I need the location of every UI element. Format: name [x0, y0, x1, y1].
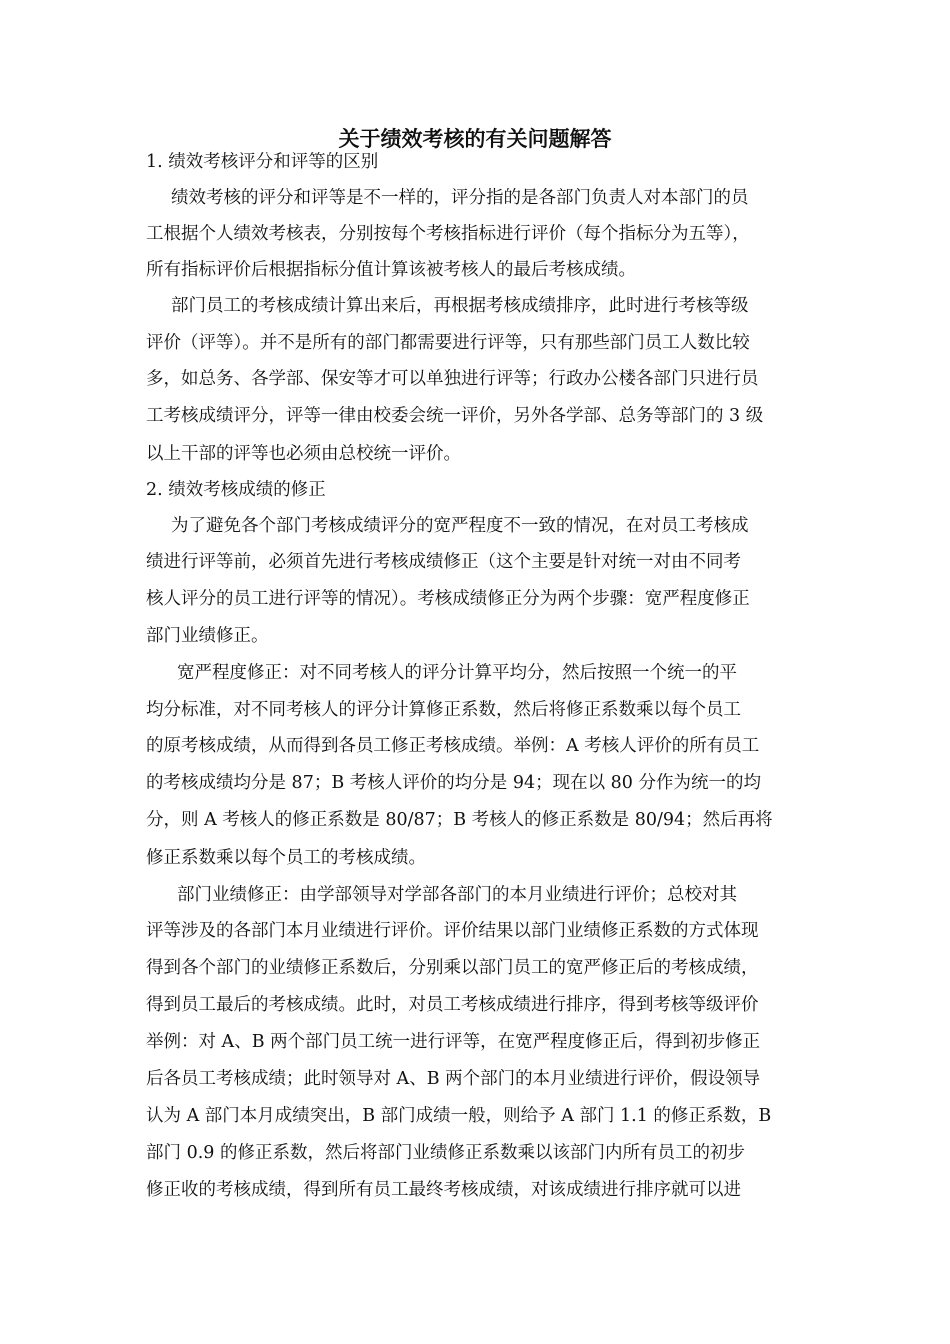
text-line: 工根据个人绩效考核表，分别按每个考核指标进行评价（每个指标分为五等），	[146, 224, 750, 244]
text-line: 部门业绩修正。	[146, 626, 269, 646]
text-line: 绩效考核的评分和评等是不一样的，评分指的是各部门负责人对本部门的员	[171, 188, 749, 208]
section-heading-1: 1. 绩效考核评分和评等的区别	[146, 152, 379, 172]
text-line: 的原考核成绩，从而得到各员工修正考核成绩。举例：A 考核人评价的所有员工	[146, 736, 760, 756]
document-title: 关于绩效考核的有关问题解答	[338, 126, 612, 151]
text-line: 后各员工考核成绩；此时领导对 A、B 两个部门的本月业绩进行评价，假设领导	[146, 1069, 761, 1089]
text-line: 部门业绩修正：由学部领导对学部各部门的本月业绩进行评价；总校对其	[177, 885, 737, 905]
text-line: 评价（评等）。并不是所有的部门都需要进行评等，只有那些部门员工人数比较	[146, 333, 750, 353]
text-line: 得到员工最后的考核成绩。此时，对员工考核成绩进行排序，得到考核等级评价	[146, 995, 759, 1015]
text-line: 部门员工的考核成绩计算出来后，再根据考核成绩排序，此时进行考核等级	[171, 296, 749, 316]
text-line: 得到各个部门的业绩修正系数后，分别乘以部门员工的宽严修正后的考核成绩，	[146, 958, 759, 978]
text-line: 所有指标评价后根据指标分值计算该被考核人的最后考核成绩。	[146, 260, 636, 280]
text-line: 绩进行评等前，必须首先进行考核成绩修正（这个主要是针对统一对由不同考	[146, 552, 741, 572]
text-line: 的考核成绩均分是 87；B 考核人评价的均分是 94；现在以 80 分作为统一的均	[146, 773, 761, 793]
text-line: 评等涉及的各部门本月业绩进行评价。评价结果以部门业绩修正系数的方式体现	[146, 921, 759, 941]
text-line: 举例：对 A、B 两个部门员工统一进行评等，在宽严程度修正后，得到初步修正	[146, 1032, 761, 1052]
section-heading-2: 2. 绩效考核成绩的修正	[146, 480, 326, 500]
text-line: 工考核成绩评分，评等一律由校委会统一评价，另外各学部、总务等部门的 3 级	[146, 406, 764, 426]
text-line: 部门 0.9 的修正系数，然后将部门业绩修正系数乘以该部门内所有员工的初步	[146, 1143, 745, 1163]
text-line: 多，如总务、各学部、保安等才可以单独进行评等；行政办公楼各部门只进行员	[146, 369, 759, 389]
text-line: 均分标准，对不同考核人的评分计算修正系数，然后将修正系数乘以每个员工	[146, 700, 741, 720]
text-line: 修正收的考核成绩，得到所有员工最终考核成绩，对该成绩进行排序就可以进	[146, 1180, 741, 1200]
text-line: 核人评分的员工进行评等的情况）。考核成绩修正分为两个步骤：宽严程度修正	[146, 589, 750, 609]
text-line: 为了避免各个部门考核成绩评分的宽严程度不一致的情况，在对员工考核成	[171, 516, 749, 536]
text-line: 以上干部的评等也必须由总校统一评价。	[146, 444, 461, 464]
text-line: 认为 A 部门本月成绩突出，B 部门成绩一般，则给予 A 部门 1.1 的修正系数，B	[146, 1106, 772, 1126]
text-line: 宽严程度修正：对不同考核人的评分计算平均分，然后按照一个统一的平	[177, 663, 737, 683]
text-line: 分，则 A 考核人的修正系数是 80/87；B 考核人的修正系数是 80/94；然后再将	[146, 810, 773, 830]
text-line: 修正系数乘以每个员工的考核成绩。	[146, 848, 426, 868]
